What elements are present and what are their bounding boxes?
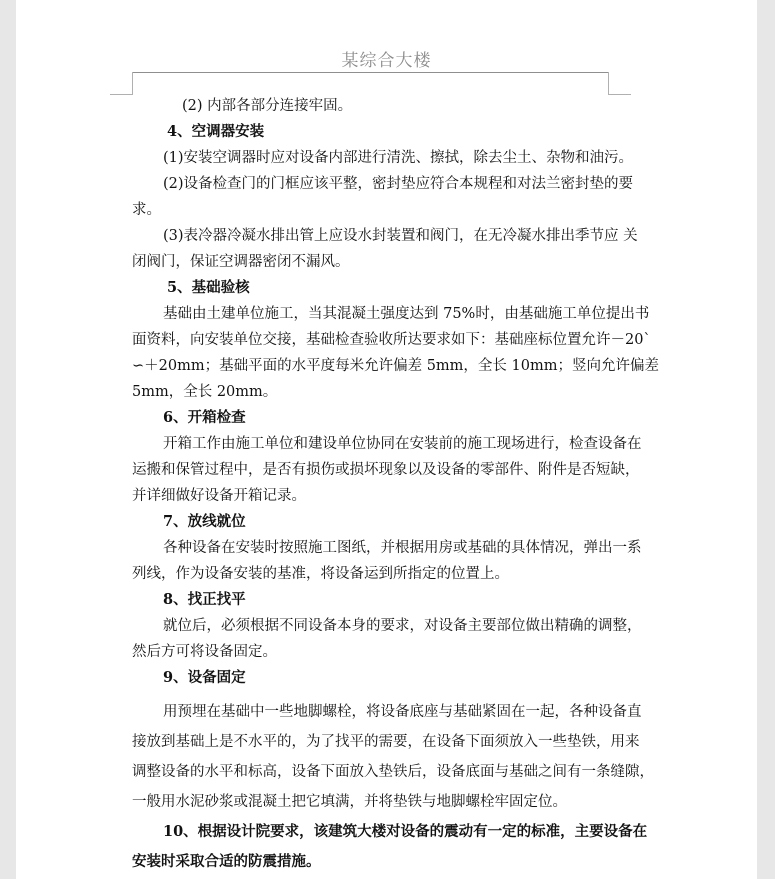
paragraph: (1)安装空调器时应对设备内部进行清洗、擦拭，除去尘土、杂物和油污。 xyxy=(163,150,634,166)
paragraph: ∽＋20mm；基础平面的水平度每米允许偏差 5mm，全长 10mm；竖向允许偏差 xyxy=(132,358,659,374)
paragraph: 就位后，必须根据不同设备本身的要求，对设备主要部位做出精确的调整， xyxy=(163,618,642,634)
document-page xyxy=(16,0,757,879)
margin-corner-mark-right xyxy=(608,72,631,95)
section-heading: 7、放线就位 xyxy=(163,513,246,530)
margin-corner-mark-left xyxy=(110,72,133,95)
paragraph: (2)设备检查门的门框应该平整，密封垫应符合本规程和对法兰密封垫的要 xyxy=(163,176,634,192)
page-header-title: 某综合大楼 xyxy=(341,51,432,71)
section-heading: 9、设备固定 xyxy=(163,669,246,686)
bold-paragraph: 10、根据设计院要求，该建筑大楼对设备的震动有一定的标准，主要设备在 xyxy=(163,823,648,840)
paragraph: (2) 内部各部分连接牢固。 xyxy=(182,98,353,114)
section-heading: 5、基础验核 xyxy=(167,279,250,296)
paragraph: 基础由土建单位施工，当其混凝土强度达到 75%时，由基础施工单位提出书 xyxy=(163,306,650,322)
paragraph: 求。 xyxy=(132,202,161,218)
header-rule xyxy=(132,72,608,73)
paragraph: 一般用水泥砂浆或混凝土把它填满，并将垫铁与地脚螺栓牢固定位。 xyxy=(132,794,567,810)
paragraph: 面资料，向安装单位交接，基础检查验收所达要求如下：基础座标位置允许－20` xyxy=(132,332,651,348)
section-heading: 8、找正找平 xyxy=(163,591,246,608)
paragraph: 用预埋在基础中一些地脚螺栓，将设备底座与基础紧固在一起，各种设备直 xyxy=(163,704,642,720)
section-heading: 4、空调器安装 xyxy=(167,123,265,140)
paragraph: 接放到基础上是不水平的，为了找平的需要，在设备下面须放入一些垫铁，用来 xyxy=(132,734,640,750)
paragraph: 并详细做好设备开箱记录。 xyxy=(132,488,306,504)
paragraph: 列线，作为设备安装的基准，将设备运到所指定的位置上。 xyxy=(132,566,509,582)
paragraph: 调整设备的水平和标高，设备下面放入垫铁后，设备底面与基础之间有一条缝隙， xyxy=(132,764,654,780)
paragraph: 5mm，全长 20mm。 xyxy=(132,384,278,400)
paragraph: 运搬和保管过程中，是否有损伤或损坏现象以及设备的零部件、附件是否短缺， xyxy=(132,462,640,478)
paragraph: 各种设备在安装时按照施工图纸，并根据用房或基础的具体情况，弹出一系 xyxy=(163,540,642,556)
paragraph: 开箱工作由施工单位和建设单位协同在安装前的施工现场进行，检查设备在 xyxy=(163,436,642,452)
paragraph: 闭阀门，保证空调器密闭不漏风。 xyxy=(132,254,350,270)
bold-paragraph: 安装时采取合适的防震措施。 xyxy=(132,853,321,870)
paragraph: (3)表冷器冷凝水排出管上应设水封装置和阀门，在无冷凝水排出季节应 关 xyxy=(163,228,638,244)
paragraph: 然后方可将设备固定。 xyxy=(132,644,277,660)
section-heading: 6、开箱检查 xyxy=(163,409,246,426)
document-body xyxy=(132,93,692,877)
